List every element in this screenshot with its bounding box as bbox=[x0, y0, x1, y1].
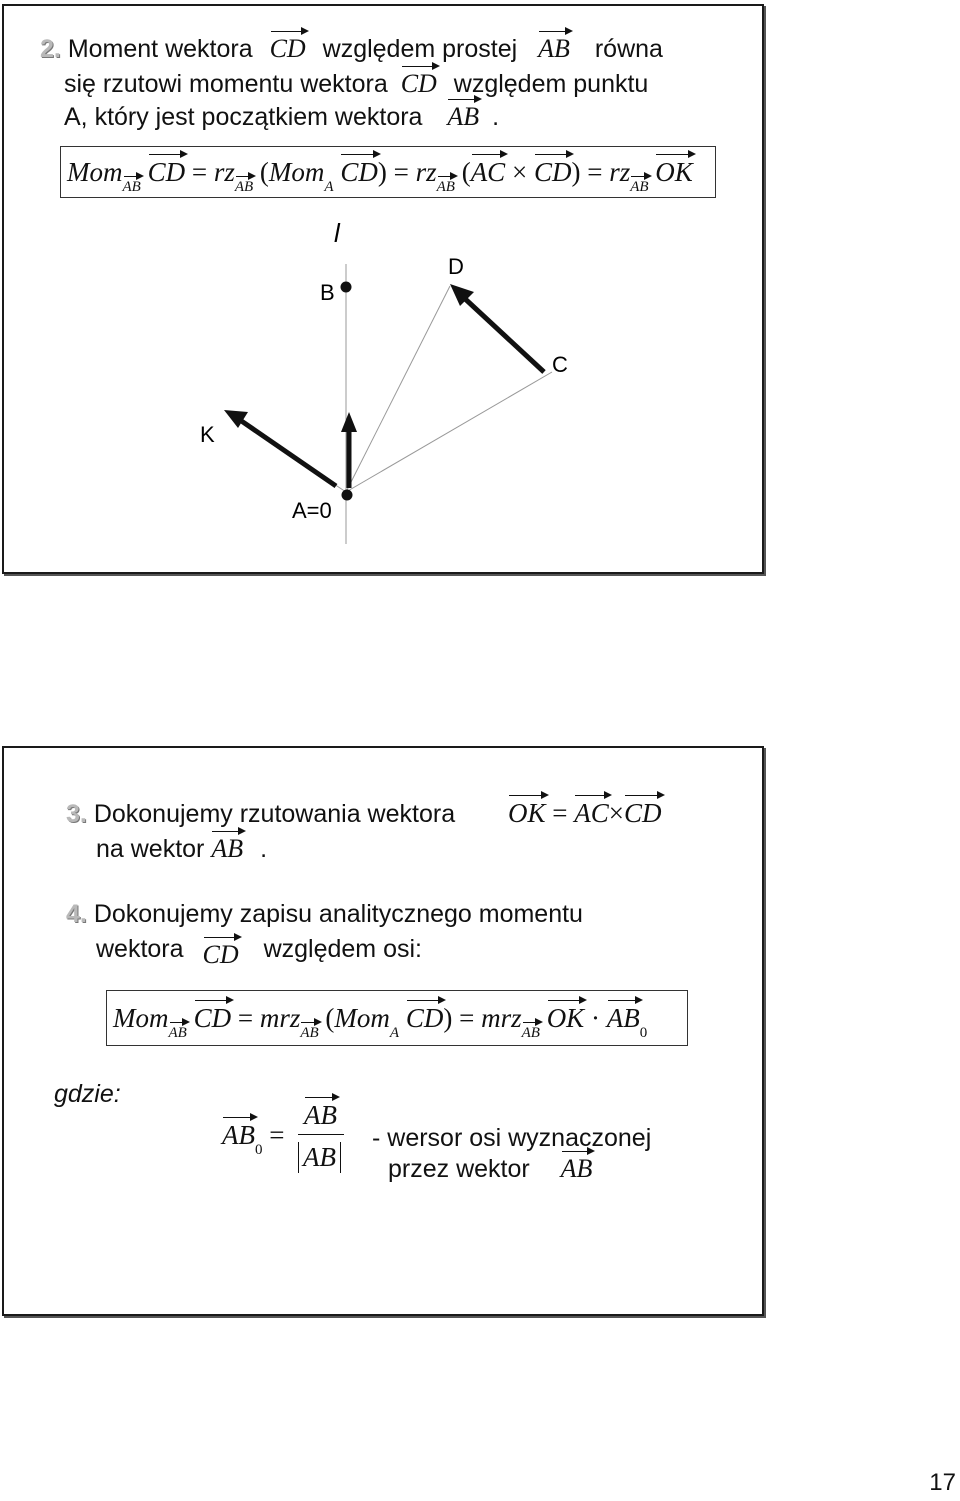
paren: ) bbox=[377, 157, 387, 187]
text: względem osi: bbox=[263, 935, 422, 963]
vector-ok: OK bbox=[546, 1003, 585, 1033]
text: przez wektor bbox=[388, 1155, 530, 1183]
sub-ab: AB bbox=[234, 179, 254, 195]
fraction-denominator bbox=[298, 1142, 341, 1173]
sub-ab: AB bbox=[436, 179, 455, 195]
vector-ab: AB bbox=[211, 834, 244, 863]
cross-symbol: × bbox=[608, 798, 624, 828]
text: równa bbox=[594, 35, 663, 63]
line-a0-d bbox=[346, 286, 450, 492]
equals: = bbox=[587, 157, 603, 187]
paren: ( bbox=[325, 1003, 335, 1033]
label-b: B bbox=[320, 280, 335, 305]
mom-symbol: Mom bbox=[113, 1003, 169, 1033]
dot-symbol: · bbox=[590, 1003, 600, 1033]
item-number: 3. bbox=[66, 800, 87, 828]
vector-cd: CD bbox=[193, 1003, 232, 1033]
rz-symbol: rz bbox=[415, 157, 437, 187]
mom-symbol: Mom bbox=[268, 157, 325, 187]
item-number: 2. bbox=[40, 35, 61, 63]
item3-line2 bbox=[96, 834, 267, 864]
fraction-bar bbox=[298, 1134, 344, 1135]
abs-ab: AB bbox=[303, 1142, 336, 1172]
rz-symbol: rz bbox=[213, 157, 235, 187]
vector-ab: AB bbox=[538, 34, 570, 63]
paren: ( bbox=[461, 157, 471, 187]
fraction-numerator bbox=[304, 1100, 337, 1131]
sub-a: A bbox=[389, 1025, 400, 1041]
eq-ok-ac-cd bbox=[508, 798, 662, 829]
vector-cd: CD bbox=[533, 157, 572, 187]
paren: ) bbox=[571, 157, 581, 187]
equals: = bbox=[393, 157, 409, 187]
vector-ab0: AB bbox=[606, 1003, 640, 1033]
point-a0 bbox=[342, 490, 353, 501]
vector-cd-arrow bbox=[462, 296, 544, 372]
mrz-symbol: mrz bbox=[481, 1003, 522, 1033]
sub-ab: AB bbox=[300, 1025, 319, 1041]
sub-zero: 0 bbox=[255, 1142, 263, 1158]
text: na wektor bbox=[96, 835, 205, 863]
label-c: C bbox=[552, 352, 568, 377]
label-k: K bbox=[200, 422, 215, 447]
sub-a: A bbox=[324, 179, 334, 195]
equals: = bbox=[552, 798, 568, 828]
slide-2 bbox=[2, 4, 764, 574]
page-number: 17 bbox=[929, 1469, 956, 1496]
vector-ac: AC bbox=[574, 798, 609, 828]
vector-cd: CD bbox=[624, 798, 662, 828]
equals: = bbox=[237, 1003, 254, 1033]
arrowhead-up bbox=[341, 412, 357, 432]
sub-ab: AB bbox=[168, 1025, 187, 1041]
mrz-symbol: mrz bbox=[259, 1003, 301, 1033]
equals: = bbox=[269, 1120, 285, 1150]
text: wektora bbox=[96, 935, 184, 963]
moment-formula-box bbox=[60, 146, 716, 198]
paren: ) bbox=[443, 1003, 453, 1033]
sub-ab: AB bbox=[521, 1025, 540, 1041]
vector-cd: CD bbox=[340, 157, 378, 187]
vector-ab: AB bbox=[304, 1100, 337, 1130]
item4-line1 bbox=[66, 900, 583, 929]
sub-zero: 0 bbox=[639, 1025, 648, 1041]
sub-ab: AB bbox=[630, 179, 649, 195]
text: A, który jest początkiem wektora bbox=[64, 103, 423, 131]
item-number: 4. bbox=[66, 900, 87, 928]
vector-ab0: AB bbox=[222, 1120, 255, 1150]
analytic-moment-formula-box bbox=[106, 990, 688, 1046]
vector-ok: OK bbox=[655, 157, 693, 187]
text: Dokonujemy zapisu analitycznego momentu bbox=[93, 900, 583, 928]
wersor-line1: - wersor osi wyznaczonej bbox=[372, 1124, 652, 1152]
mom-symbol: Mom bbox=[334, 1003, 390, 1033]
vector-cd: CD bbox=[147, 157, 186, 187]
paren: ( bbox=[259, 157, 269, 187]
text: . bbox=[260, 835, 268, 863]
vector-ac: AC bbox=[470, 157, 506, 187]
slide-3-4 bbox=[2, 746, 764, 1316]
text: Moment wektora bbox=[67, 35, 253, 63]
rz-symbol: rz bbox=[609, 157, 631, 187]
line-a0-c bbox=[346, 372, 552, 492]
equals: = bbox=[191, 157, 208, 187]
slide2-line3 bbox=[64, 102, 499, 132]
moment-formula bbox=[67, 157, 693, 196]
label-a0: A=0 bbox=[292, 498, 332, 523]
equals: = bbox=[459, 1003, 475, 1033]
ab0-lhs bbox=[222, 1120, 284, 1159]
analytic-moment-formula bbox=[113, 1003, 647, 1042]
item4-line2 bbox=[96, 934, 422, 969]
vector-ab: AB bbox=[447, 102, 480, 131]
text: względem prostej bbox=[322, 35, 518, 63]
vector-cd: CD bbox=[400, 69, 437, 98]
text: się rzutowi momentu wektora bbox=[64, 70, 388, 98]
cross-symbol: × bbox=[511, 157, 528, 187]
text: względem punktu bbox=[453, 70, 649, 98]
vector-cd: CD bbox=[269, 34, 306, 63]
text: . bbox=[492, 103, 500, 131]
vector-ok: OK bbox=[508, 798, 546, 828]
gdzie-label: gdzie: bbox=[54, 1080, 121, 1108]
sub-ab: AB bbox=[122, 179, 141, 195]
label-l: l bbox=[334, 218, 340, 248]
label-d: D bbox=[448, 254, 464, 279]
vector-ab: AB bbox=[560, 1154, 593, 1183]
point-b bbox=[341, 282, 352, 293]
moment-diagram bbox=[4, 206, 762, 566]
item3-line1 bbox=[66, 800, 455, 829]
vector-cd: CD bbox=[405, 1003, 444, 1033]
text: Dokonujemy rzutowania wektora bbox=[93, 800, 456, 828]
slide2-line1 bbox=[40, 34, 663, 64]
vector-cd: CD bbox=[202, 940, 239, 969]
vector-ok-arrow bbox=[240, 420, 336, 486]
wersor-line2 bbox=[388, 1154, 592, 1184]
slide2-line2 bbox=[64, 69, 648, 99]
mom-symbol: Mom bbox=[67, 157, 123, 187]
